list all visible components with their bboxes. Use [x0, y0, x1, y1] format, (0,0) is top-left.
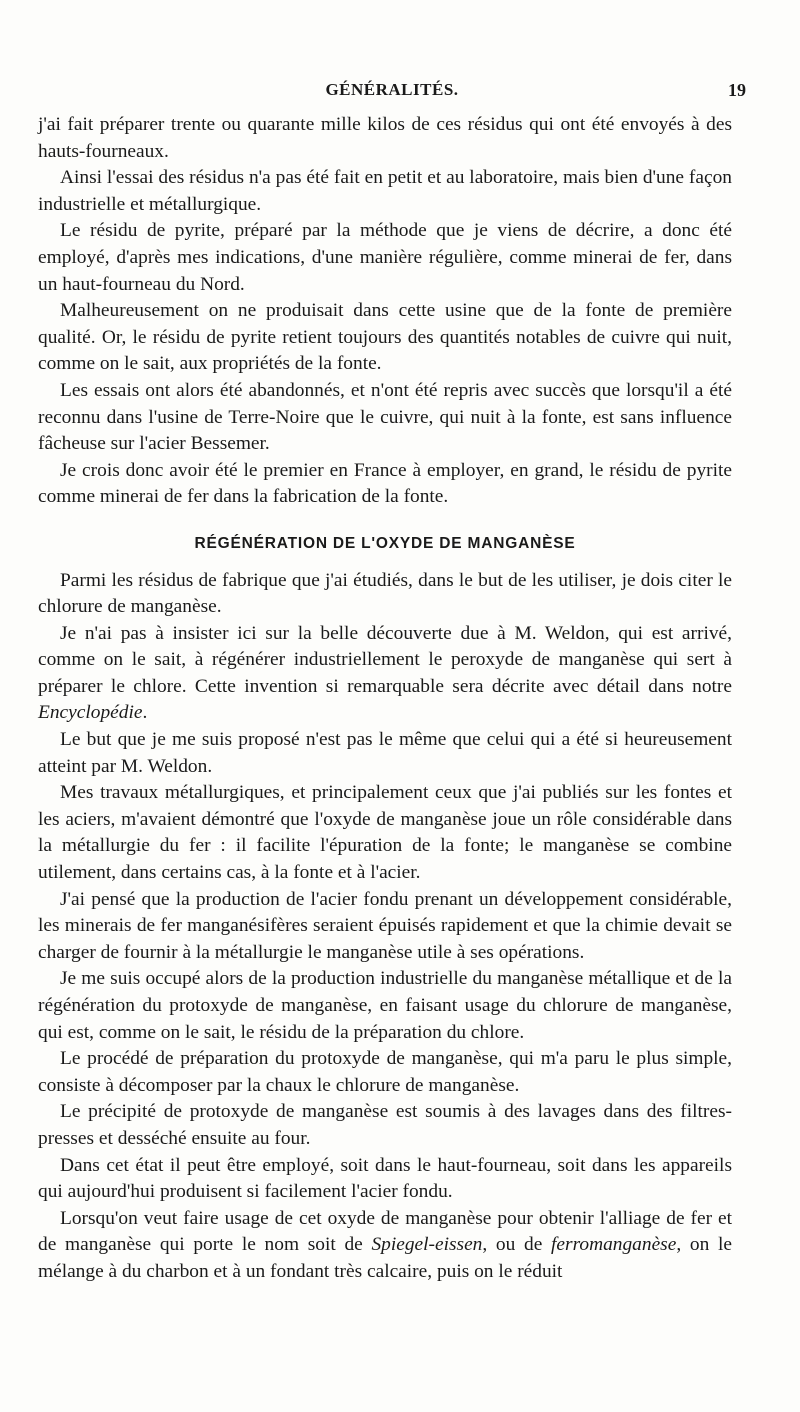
paragraph: j'ai fait préparer trente ou quarante mille kilos de ces résidus qui ont été envoyés à des hauts-fourneaux. — [38, 114, 732, 162]
paragraph — [38, 621, 732, 727]
encyclopedie-italic: Encyclopédie — [38, 702, 143, 724]
paragraph: Je crois donc avoir été le premier en France à employer, en grand, le résidu de pyrite comme minerai de fer dans la fabrication de la fonte. — [38, 459, 732, 508]
paragraph: Le précipité de protoxyde de manganèse est soumis à des lavages dans des filtres-presses et desséché ensuite au four. — [38, 1101, 732, 1149]
page-number: 19 — [728, 80, 746, 100]
paragraph: Parmi les résidus de fabrique que j'ai étudiés, dans le but de les utiliser, je dois citer le chlorure de manganèse. — [38, 569, 732, 618]
paragraph: Ainsi l'essai des résidus n'a pas été fait en petit et au laboratoire, mais bien d'une façon industrielle et métallurgique. — [38, 167, 732, 215]
paragraph-text: , on le mélange à du charbon et à un fondant très calcaire, puis on le réduit — [38, 1234, 732, 1282]
paragraph: Je me suis occupé alors de la production industrielle du manganèse métallique et de la régénération du protoxyde de manganèse, en faisant usage du chlorure de manganèse, qui est, comme on le sait, le résidu de la préparation du chlore. — [38, 968, 732, 1043]
paragraph: Mes travaux métallurgiques, et principalement ceux que j'ai publiés sur les fontes et les aciers, m'avaient démontré que l'oxyde de manganèse joue un rôle considérable dans la métallurgie du fer : il facilite l'épuration de la fonte; le manganèse se combine utilement, dans certains cas, à la fonte et à l'acier. — [38, 782, 732, 884]
paragraph: Dans cet état il peut être employé, soit dans le haut-fourneau, soit dans les appareils qui aujourd'hui produisent si facilement l'acier fondu. — [38, 1154, 732, 1203]
paragraph: J'ai pensé que la production de l'acier fondu prenant un développement considérable, les minerais de fer manganésifères seraient épuisés rapidement et que la chimie devait se charger de fournir à la métallurgie le manganèse utile à ses opérations. — [38, 888, 732, 963]
paragraph-text: Lorsqu'on veut faire usage de cet oxyde de manganèse pour obtenir l'alliage de fer et de manganèse qui porte le nom soit de — [38, 1207, 732, 1256]
spiegel-eissen-italic: Spiegel-eissen — [371, 1234, 483, 1256]
paragraph — [38, 1206, 732, 1286]
paragraph: Les essais ont alors été abandonnés, et n'ont été repris avec succès que lorsqu'il a été reconnu dans l'usine de Terre-Noire que le cuivre, qui nuit à la fonte, est sans influence fâcheuse sur l'acier Bessemer. — [38, 379, 732, 455]
paragraph: Le procédé de préparation du protoxyde de manganèse, qui m'a paru le plus simple, consiste à décomposer par la chaux le chlorure de manganèse. — [38, 1048, 732, 1096]
section-title: RÉGÉNÉRATION DE L'OXYDE DE MANGANÈSE — [194, 534, 576, 552]
page-body — [38, 112, 732, 1286]
paragraph: Le résidu de pyrite, préparé par la méthode que je viens de décrire, a donc été employé, d'après mes indications, d'une manière régulière, comme minerai de fer, dans un haut-fourneau du Nord. — [38, 220, 732, 295]
paragraph: Malheureusement on ne produisait dans cette usine que de la fonte de première qualité. Or, le résidu de pyrite retient toujours des quantités notables de cuivre qui nuit, comme on le sait, aux propriétés de la fonte. — [38, 300, 732, 375]
paragraph-end: . — [142, 702, 148, 724]
paragraph-text: Je n'ai pas à insister ici sur la belle découverte due à M. Weldon, qui est arrivé, comme on le sait, à régénérer industriellement le peroxyde de manganèse qui sert à préparer le chlore. Cette invention si remarquable sera décrite avec détail dans notre — [38, 622, 732, 697]
ferromanganese-italic: ferromanganèse — [551, 1234, 677, 1256]
paragraph-text: , ou de — [482, 1234, 543, 1256]
page-header — [38, 80, 746, 108]
paragraph: Le but que je me suis proposé n'est pas le même que celui qui a été si heureusement atteint par M. Weldon. — [38, 729, 732, 777]
running-title: GÉNÉRALITÉS. — [325, 80, 459, 99]
